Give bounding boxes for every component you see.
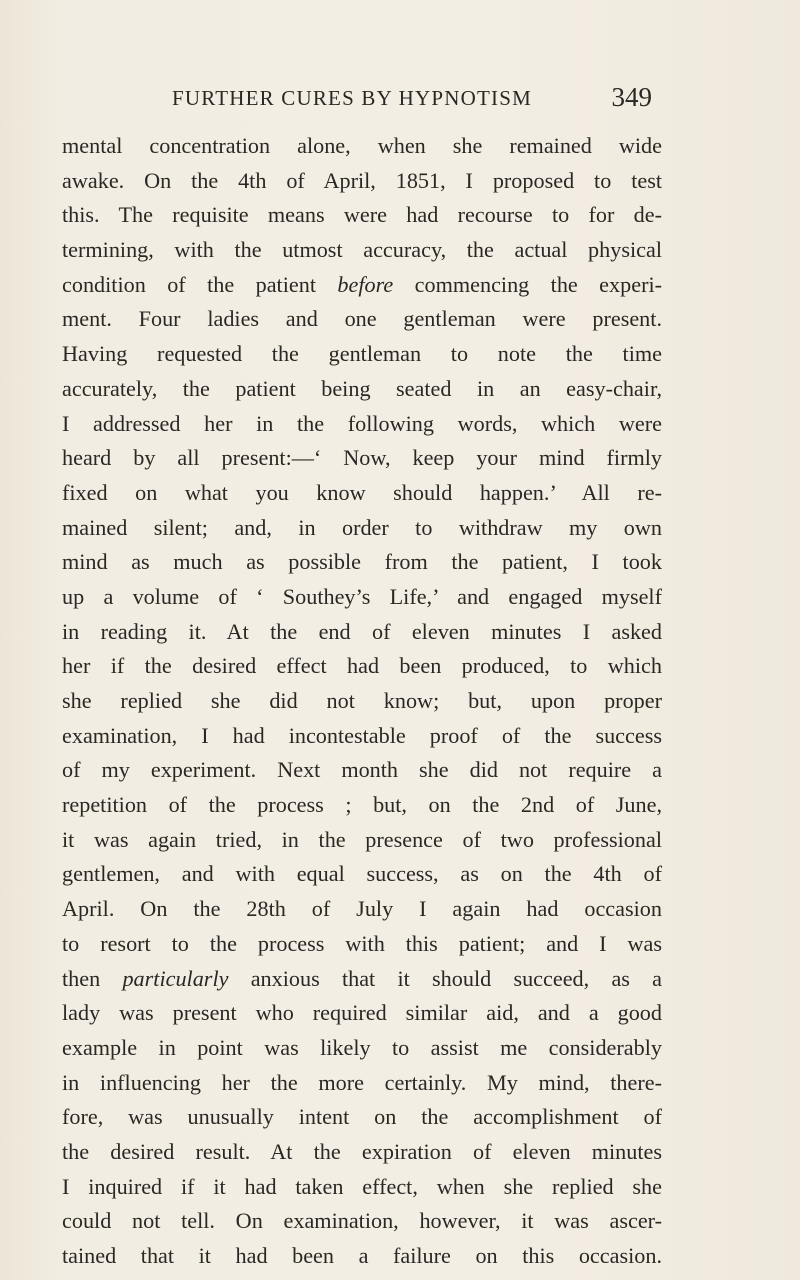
body-text (62, 129, 662, 1274)
text-line: Having requested the gentleman to note the time (62, 341, 662, 367)
running-title: FURTHER CURES BY HYPNOTISM (172, 86, 532, 110)
text-line: her if the desired effect had been produced, to which (62, 653, 662, 679)
text-line: this. The requisite means were had recourse to for de- (62, 202, 662, 228)
italic-emphasis: particularly (122, 965, 229, 991)
text-line: to resort to the process with this patient; and I was (62, 930, 662, 956)
text-line: condition of the patient before commencing the experi- (62, 271, 663, 297)
text-line: it was again tried, in the presence of two professional (62, 826, 662, 852)
text-line: of my experiment. Next month she did not require a (62, 757, 662, 783)
text-line: repetition of the process ; but, on the 2nd of June, (62, 792, 662, 818)
text-line: in reading it. At the end of eleven minutes I asked (62, 618, 662, 644)
text-line: in influencing her the more certainly. My mind, there- (62, 1069, 662, 1095)
running-header (172, 82, 652, 112)
text-line: mained silent; and, in order to withdraw my own (62, 514, 662, 540)
text-line: awake. On the 4th of April, 1851, I proposed to test (62, 167, 662, 193)
text-line: then particularly anxious that it should succeed, as a (62, 965, 663, 991)
text-line: she replied she did not know; but, upon proper (62, 688, 662, 713)
italic-emphasis: before (337, 271, 394, 297)
text-line: example in point was likely to assist me considerably (62, 1034, 662, 1060)
page-number: 349 (611, 82, 652, 112)
text-line: the desired result. At the expiration of eleven minutes (62, 1138, 662, 1164)
text-line: April. On the 28th of July I again had occasion (62, 896, 662, 922)
text-line: lady was present who required similar aid, and a good (62, 1000, 662, 1026)
text-line: accurately, the patient being seated in an easy-chair, (62, 375, 662, 401)
text-line: I addressed her in the following words, which were (62, 410, 662, 436)
text-line: examination, I had incontestable proof of the success (62, 722, 662, 748)
text-line: I inquired if it had taken effect, when she replied she (62, 1173, 662, 1199)
text-line: mental concentration alone, when she remained wide (62, 133, 662, 158)
text-line: heard by all present:—‘ Now, keep your mind firmly (62, 445, 662, 471)
text-line: tained that it had been a failure on this occasion. (62, 1243, 662, 1268)
text-line: fore, was unusually intent on the accomplishment of (62, 1104, 662, 1130)
text-line: mind as much as possible from the patient, I took (62, 549, 662, 575)
text-line: gentlemen, and with equal success, as on the 4th of (62, 861, 662, 887)
text-line: termining, with the utmost accuracy, the actual physical (62, 237, 662, 263)
text-line: could not tell. On examination, however, it was ascer- (62, 1208, 662, 1234)
text-line: up a volume of ‘ Southey’s Life,’ and engaged myself (62, 583, 662, 609)
text-line: ment. Four ladies and one gentleman were present. (62, 306, 662, 332)
text-line: fixed on what you know should happen.’ All re- (62, 479, 662, 505)
